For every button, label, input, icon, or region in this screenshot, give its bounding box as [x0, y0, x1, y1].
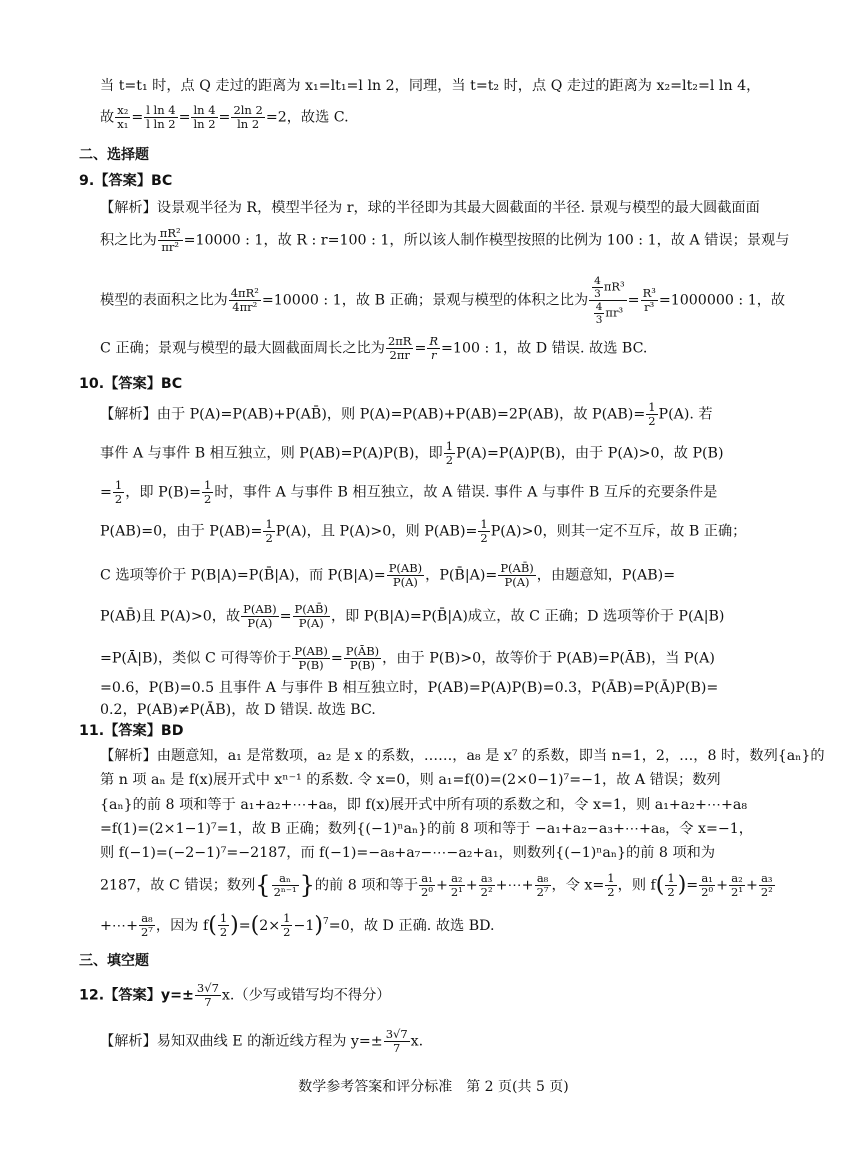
- text-line: P(AB)=0，由于 P(AB)= $\frac{1}{2}$ P(A)，且 P(A)>0，则 P(AB)= $\frac{1}{2}$ P(A)>0，则其一定不互斥，故 B 正确；: [100, 517, 747, 546]
- fraction: $\frac{2\pi R}{2\pi r}$: [387, 334, 412, 363]
- text-line: C 正确；景观与模型的最大圆截面周长之比为 $\frac{2\pi R}{2\pi r}$ = $\frac{R}{r}$ =100 : 1，故 D 错误. 故选 BC.: [100, 334, 648, 363]
- fraction: $\frac{P(ĀB)}{P(B)}$: [345, 644, 380, 673]
- text-line: = $\frac{1}{2}$ ，即 P(B)= $\frac{1}{2}$ 时，事件 A 与事件 B 相互独立，故 A 错误. 事件 A 与事件 B 互斥的充要条件是: [100, 478, 718, 507]
- text-line: {aₙ}的前 8 项和等于 a₁+a₂+⋯+a₈，即 f(x)展开式中所有项的系数之和，令 x=1，则 a₁+a₂+⋯+a₈: [100, 797, 748, 813]
- text-line: =P(Ā|B)，类似 C 可得等价于 $\frac{P(AB)}{P(B)}$ = $\frac{P(ĀB)}{P(B)}$ ，由于 P(B)>0，故等价于 P(AB)=P(ĀB)，当 P(A): [100, 644, 715, 673]
- fraction: $\frac{P(AB)}{P(A)}$: [388, 561, 423, 590]
- page-footer: 数学参考答案和评分标准 第 2 页(共 5 页): [298, 1079, 569, 1095]
- fraction: $\frac{\text{a₈}}{\text{2⁷}}$: [140, 911, 153, 940]
- fraction: $\frac{\text{a₁}}{\text{2⁰}}$: [701, 870, 714, 899]
- fraction: $\frac{\text{a₂}}{\text{2¹}}$: [731, 870, 743, 899]
- fraction: $\frac{1}{2}$: [219, 911, 228, 940]
- fraction: $\frac{P(AB̄)}{P(A)}$: [294, 602, 328, 631]
- text: =2，故选 C.: [265, 109, 349, 126]
- fraction: $\frac{P(AB)}{P(B)}$: [294, 644, 328, 673]
- text-line: =f(1)=(2×1−1)⁷=1，故 B 正确；数列{(−1)ⁿaₙ}的前 8 项和等于 −a₁+a₂−a₃+⋯+a₈，令 x=−1，: [100, 821, 753, 837]
- fraction: $\frac{\text{a₈}}{\text{2⁷}}$: [536, 870, 549, 899]
- fraction: $\frac{\text{πR²}}{\text{πr²}}$: [159, 226, 181, 255]
- text-line: 故 $\frac{\text{x₂}}{\text{x₁}}$ = $\frac{\text{l ln 4}}{\text{l ln 2}}$ = $\frac{\ln 4}{\ln 2}$ = $\frac{2\ln 2}{\ln 2}$ =2，故选 C.: [100, 103, 349, 132]
- text: 当 t=t₁ 时，点 Q 走过的距离为 x₁=lt₁=l ln 2，同理，当 t=t₂ 时，点 Q 走过的距离为 x₂=lt₂=l ln 4，: [100, 78, 761, 94]
- answer-heading: 11.【答案】BD: [79, 723, 184, 739]
- text: 【解析】设景观半径为 R，模型半径为 r，球的半径即为其最大圆截面的半径. 景观与模型的最大圆截面面: [100, 200, 760, 216]
- fraction: $\frac{R}{r}$: [429, 334, 439, 363]
- answer-line: 12.【答案】y=± $\frac{3√7}{7}$ x.（少写或错写均不得分）: [79, 981, 391, 1010]
- fraction: $\frac{1}{2}$: [114, 478, 123, 507]
- fraction: $\frac{1}{2}$: [667, 870, 675, 899]
- fraction: $\frac{\text{a₃}}{\text{2²}}$: [760, 870, 773, 899]
- answer-heading: 10.【答案】BC: [79, 376, 183, 392]
- fraction: $\frac{2\ln 2}{\ln 2}$: [233, 103, 263, 132]
- text-line: +⋯+ $\frac{\text{a₈}}{\text{2⁷}}$ ，因为 f( $\frac{1}{2}$ )=(2× $\frac{1}{2}$ −1)$^7$=0，故 D 正确. 故选 BD.: [100, 911, 495, 940]
- fraction: $\frac{P(AB̄)}{P(A)}$: [500, 561, 534, 590]
- fraction: $\frac{\text{a₃}}{\text{2²}}$: [480, 870, 493, 899]
- fraction: $\frac{1}{2}$: [480, 517, 488, 546]
- text-line: 则 f(−1)=(−2−1)⁷=−2187，而 f(−1)=−a₈+a₇−⋯−a₂+a₁，则数列{(−1)ⁿaₙ}的前 8 项和为: [100, 845, 716, 861]
- fraction: $\frac{\text{4πR²}}{\text{4πr²}}$: [230, 285, 259, 315]
- text: 故: [100, 109, 115, 126]
- fraction: $\frac{4}{3}$ πR³ $\frac{4}{3}$ πr³: [589, 275, 627, 326]
- text-line: 【解析】易知双曲线 E 的渐近线方程为 y=± $\frac{3√7}{7}$ x.: [100, 1027, 424, 1056]
- fraction: $\frac{\text{R³}}{\text{r³}}$: [642, 285, 656, 315]
- text-line: C 选项等价于 P(B|A)=P(B̄|A)，而 P(B|A)= $\frac{P(AB)}{P(A)}$ ，P(B̄|A)= $\frac{P(AB̄)}{P(A)}$ ，由题意知，P(AB)=: [100, 561, 676, 590]
- fraction: $\frac{P(AB)}{P(A)}$: [243, 602, 277, 631]
- text-line: 0.2，P(AB)≠P(ĀB)，故 D 错误. 故选 BC.: [100, 702, 376, 718]
- section-heading: 二、选择题: [79, 147, 149, 163]
- text-line: 【解析】由于 P(A)=P(AB)+P(AB̄)，则 P(A)=P(AB)+P(AB)=2P(AB)，故 P(AB)= $\frac{1}{2}$ P(A). 若: [100, 400, 713, 429]
- text-line: 事件 A 与事件 B 相互独立，则 P(AB)=P(A)P(B)，即 $\frac{1}{2}$ P(A)=P(A)P(B)，由于 P(A)>0，故 P(B): [100, 439, 724, 468]
- text-line: [100, 198, 827, 219]
- text-line: 第 n 项 aₙ 是 f(x)展开式中 xⁿ⁻¹ 的系数. 令 x=0，则 a₁=f(0)=(2×0−1)⁷=−1，故 A 错误；数列: [100, 772, 721, 788]
- fraction: $\frac{1}{2}$: [607, 870, 615, 899]
- text-line: [100, 76, 827, 97]
- fraction: $\frac{3√7}{7}$: [196, 981, 219, 1010]
- fraction: $\frac{1}{2}$: [204, 478, 212, 507]
- fraction: $\frac{1}{2}$: [648, 400, 656, 429]
- text-line: 【解析】由题意知，a₁ 是常数项，a₂ 是 x 的系数，……，a₈ 是 x⁷ 的系数，即当 n=1，2，…，8 时，数列{aₙ}的: [100, 748, 825, 764]
- text-line: P(AB̄)且 P(A)>0，故 $\frac{P(AB)}{P(A)}$ = $\frac{P(AB̄)}{P(A)}$ ，即 P(B|A)=P(B̄|A)成立，故 C 正确；D 选项等价于 P(A|B): [100, 602, 725, 631]
- fraction: $\frac{3√7}{7}$: [385, 1027, 408, 1056]
- text-line: 模型的表面积之比为 $\frac{\text{4πR²}}{\text{4πr²}}$ =10000 : 1，故 B 正确；景观与模型的体积之比为 $\frac{4}{3}$ πR³ $\frac{4}{3}$ πr³ = $\frac{\text{R³}}{\text{r³}}$ =1000000 : 1，故: [100, 275, 786, 327]
- fraction: $\frac{\text{a₂}}{\text{2¹}}$: [450, 870, 463, 899]
- fraction: $\frac{\text{a₁}}{\text{2⁰}}$: [421, 870, 433, 899]
- fraction: $\frac{1}{2}$: [283, 911, 291, 940]
- fraction: $\frac{\ln 4}{\ln 2}$: [193, 103, 216, 132]
- fraction: $\frac{\text{l ln 4}}{\text{l ln 2}}$: [146, 103, 176, 132]
- text-line: 2187，故 C 错误；数列{ $\frac{\text{aₙ}}{\text{2ⁿ⁻¹}}$ }的前 8 项和等于 $\frac{\text{a₁}}{\text{2⁰}}$ + $\frac{\text{a₂}}{\text{2¹}}$ + $\frac{\text{a₃}}{\text{2²}}$ +⋯+ $\frac{\text{a₈}}{\text{2⁷}}$ ，令 x= $\frac{1}{2}$ ，则 f( $\frac{1}{2}$ )= $\frac{\text{a₁}}{\text{2⁰}}$ + $\frac{\text{a₂}}{\text{2¹}}$ + $\frac{\text{a₃}}{\text{2²}}$: [100, 870, 773, 899]
- fraction: $\frac{1}{2}$: [445, 439, 454, 468]
- answer-heading: 9.【答案】BC: [79, 173, 173, 189]
- fraction: $\frac{\text{x₂}}{\text{x₁}}$: [117, 103, 129, 132]
- fraction: $\frac{\text{aₙ}}{\text{2ⁿ⁻¹}}$: [273, 870, 297, 899]
- text-line: =0.6，P(B)=0.5 且事件 A 与事件 B 相互独立时，P(AB)=P(A)P(B)=0.3，P(ĀB)=P(Ā)P(B)=: [100, 680, 719, 696]
- section-heading: 三、填空题: [79, 953, 149, 969]
- fraction: $\frac{1}{2}$: [265, 517, 273, 546]
- text-line: 积之比为 $\frac{\text{πR²}}{\text{πr²}}$ =10000 : 1，故 R : r=100 : 1，所以该人制作模型按照的比例为 100 : 1，故 A 错误；景观与: [100, 226, 790, 255]
